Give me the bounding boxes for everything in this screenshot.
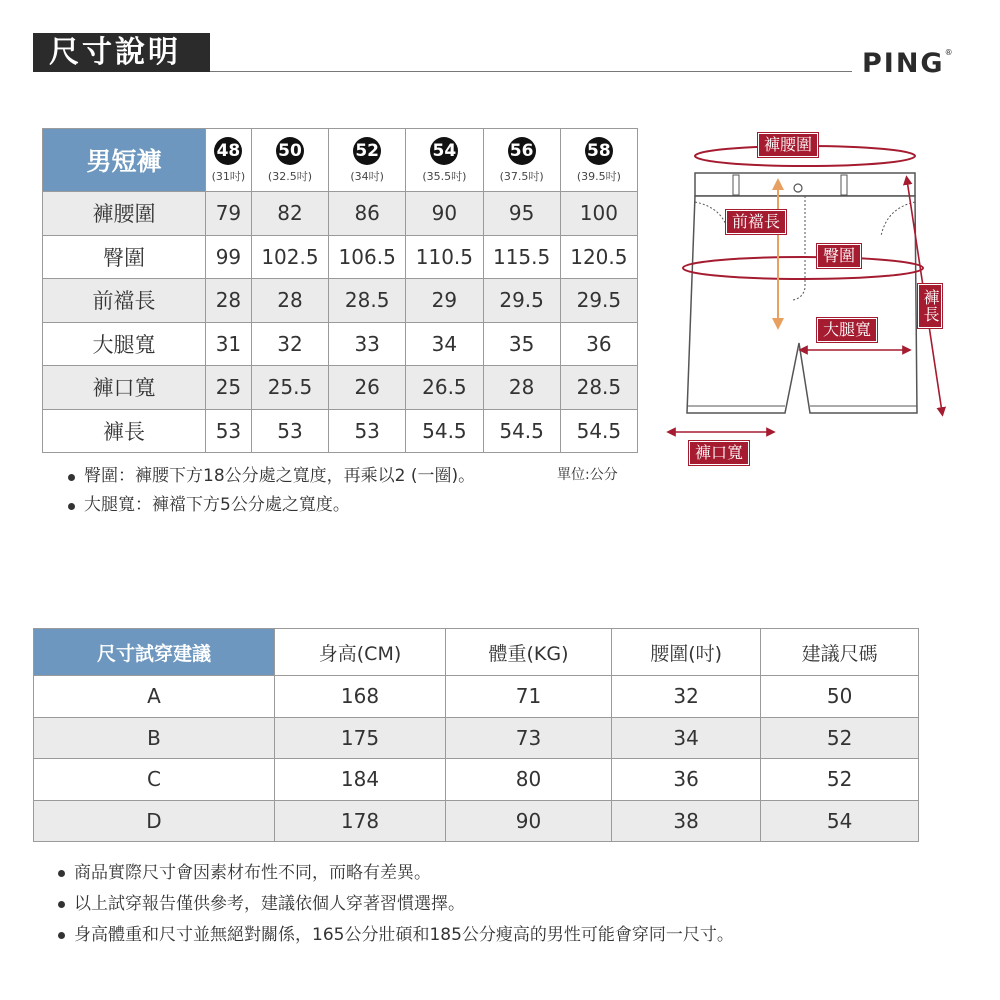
note-item: 大腿寬：褲襠下方5公分處之寬度。 xyxy=(68,491,475,520)
table-cell: 28 xyxy=(206,279,252,323)
table-cell: 54.5 xyxy=(406,409,483,453)
column-header: 體重(KG) xyxy=(446,629,612,676)
table-row xyxy=(43,322,638,366)
fit-notes xyxy=(58,858,734,951)
size-circle: 54 xyxy=(430,137,458,165)
ping-logo xyxy=(862,48,955,79)
table-cell: 178 xyxy=(275,800,446,842)
row-label: 大腿寬 xyxy=(43,322,206,366)
table-cell: 100 xyxy=(560,192,637,236)
page-title: 尺寸說明 xyxy=(33,33,210,72)
fit-table xyxy=(33,628,919,842)
table-cell: 28.5 xyxy=(329,279,406,323)
table-row xyxy=(43,366,638,410)
size-inch: (31吋) xyxy=(211,169,246,183)
size-table-title: 男短褲 xyxy=(43,129,206,192)
size-header-52 xyxy=(329,129,406,192)
size-header-56 xyxy=(483,129,560,192)
fit-table-title: 尺寸試穿建議 xyxy=(34,629,275,676)
column-header: 身高(CM) xyxy=(275,629,446,676)
row-label: B xyxy=(34,717,275,759)
table-cell: 29.5 xyxy=(560,279,637,323)
size-header-48 xyxy=(206,129,252,192)
table-cell: 28 xyxy=(251,279,328,323)
table-cell: 80 xyxy=(446,759,612,801)
table-cell: 110.5 xyxy=(406,235,483,279)
table-row xyxy=(34,717,919,759)
table-cell: 32 xyxy=(612,676,761,718)
table-cell: 26.5 xyxy=(406,366,483,410)
table-row xyxy=(34,800,919,842)
table-row xyxy=(43,409,638,453)
table-cell: 31 xyxy=(206,322,252,366)
table-row xyxy=(43,235,638,279)
table-cell: 86 xyxy=(329,192,406,236)
table-cell: 32 xyxy=(251,322,328,366)
table-cell: 35 xyxy=(483,322,560,366)
size-inch: (39.5吋) xyxy=(576,169,621,183)
size-inch: (37.5吋) xyxy=(499,169,544,183)
size-circle: 56 xyxy=(508,137,536,165)
size-inch: (32.5吋) xyxy=(267,169,312,183)
table-cell: 54.5 xyxy=(560,409,637,453)
logo-text: PING xyxy=(862,48,945,79)
size-inch: (35.5吋) xyxy=(422,169,467,183)
table-cell: 90 xyxy=(406,192,483,236)
table-cell: 54.5 xyxy=(483,409,560,453)
row-label: D xyxy=(34,800,275,842)
table-cell: 26 xyxy=(329,366,406,410)
table-cell: 52 xyxy=(761,759,919,801)
table-cell: 53 xyxy=(329,409,406,453)
row-label: A xyxy=(34,676,275,718)
table-cell: 53 xyxy=(206,409,252,453)
row-label: 褲腰圍 xyxy=(43,192,206,236)
unit-label: 單位:公分 xyxy=(557,467,618,483)
table-cell: 168 xyxy=(275,676,446,718)
table-row xyxy=(34,759,919,801)
table-cell: 25.5 xyxy=(251,366,328,410)
table-cell: 53 xyxy=(251,409,328,453)
table-cell: 184 xyxy=(275,759,446,801)
table-cell: 115.5 xyxy=(483,235,560,279)
hem-label: 褲口寬 xyxy=(689,441,749,465)
size-header-50 xyxy=(251,129,328,192)
table-row xyxy=(43,279,638,323)
row-label: C xyxy=(34,759,275,801)
table-cell: 82 xyxy=(251,192,328,236)
table-cell: 71 xyxy=(446,676,612,718)
note-item: 臀圍：褲腰下方18公分處之寬度，再乘以2 (一圈)。 xyxy=(68,462,475,491)
waist-label: 褲腰圍 xyxy=(758,133,818,157)
size-circle: 58 xyxy=(585,137,613,165)
table-cell: 120.5 xyxy=(560,235,637,279)
size-table-header-row xyxy=(43,129,638,192)
rise-label: 前襠長 xyxy=(726,210,786,234)
size-circle: 52 xyxy=(353,137,381,165)
size-circle: 50 xyxy=(276,137,304,165)
table-cell: 54 xyxy=(761,800,919,842)
size-inch: (34吋) xyxy=(350,169,384,183)
size-header-58 xyxy=(560,129,637,192)
row-label: 褲口寬 xyxy=(43,366,206,410)
table-cell: 99 xyxy=(206,235,252,279)
thigh-label: 大腿寬 xyxy=(817,318,877,342)
note-item: 以上試穿報告僅供參考，建議依個人穿著習慣選擇。 xyxy=(58,889,734,920)
header-divider xyxy=(210,71,852,72)
note-item: 商品實際尺寸會因素材布性不同，而略有差異。 xyxy=(58,858,734,889)
table-cell: 28 xyxy=(483,366,560,410)
table-cell: 106.5 xyxy=(329,235,406,279)
size-table xyxy=(42,128,638,453)
table-cell: 175 xyxy=(275,717,446,759)
row-label: 褲長 xyxy=(43,409,206,453)
table-cell: 28.5 xyxy=(560,366,637,410)
table-row xyxy=(34,676,919,718)
shorts-illustration xyxy=(655,128,955,468)
table-cell: 33 xyxy=(329,322,406,366)
table-cell: 29.5 xyxy=(483,279,560,323)
table-cell: 52 xyxy=(761,717,919,759)
table-cell: 29 xyxy=(406,279,483,323)
note-item: 身高體重和尺寸並無絕對關係，165公分壯碩和185公分瘦高的男性可能會穿同一尺寸。 xyxy=(58,920,734,951)
table-row xyxy=(43,192,638,236)
logo-registered-mark: ® xyxy=(944,48,955,57)
table-cell: 38 xyxy=(612,800,761,842)
size-header-54 xyxy=(406,129,483,192)
shorts-diagram xyxy=(655,128,955,468)
fit-table-header-row xyxy=(34,629,919,676)
row-label: 臀圍 xyxy=(43,235,206,279)
table-cell: 79 xyxy=(206,192,252,236)
column-header: 建議尺碼 xyxy=(761,629,919,676)
table-cell: 36 xyxy=(560,322,637,366)
table-cell: 25 xyxy=(206,366,252,410)
table-cell: 34 xyxy=(612,717,761,759)
table-cell: 50 xyxy=(761,676,919,718)
length-label: 褲長 xyxy=(918,284,942,328)
column-header: 腰圍(吋) xyxy=(612,629,761,676)
table-cell: 73 xyxy=(446,717,612,759)
size-notes xyxy=(68,462,475,520)
table-cell: 36 xyxy=(612,759,761,801)
table-cell: 102.5 xyxy=(251,235,328,279)
size-circle: 48 xyxy=(214,137,242,165)
hip-label: 臀圍 xyxy=(817,244,861,268)
table-cell: 95 xyxy=(483,192,560,236)
row-label: 前襠長 xyxy=(43,279,206,323)
table-cell: 34 xyxy=(406,322,483,366)
table-cell: 90 xyxy=(446,800,612,842)
